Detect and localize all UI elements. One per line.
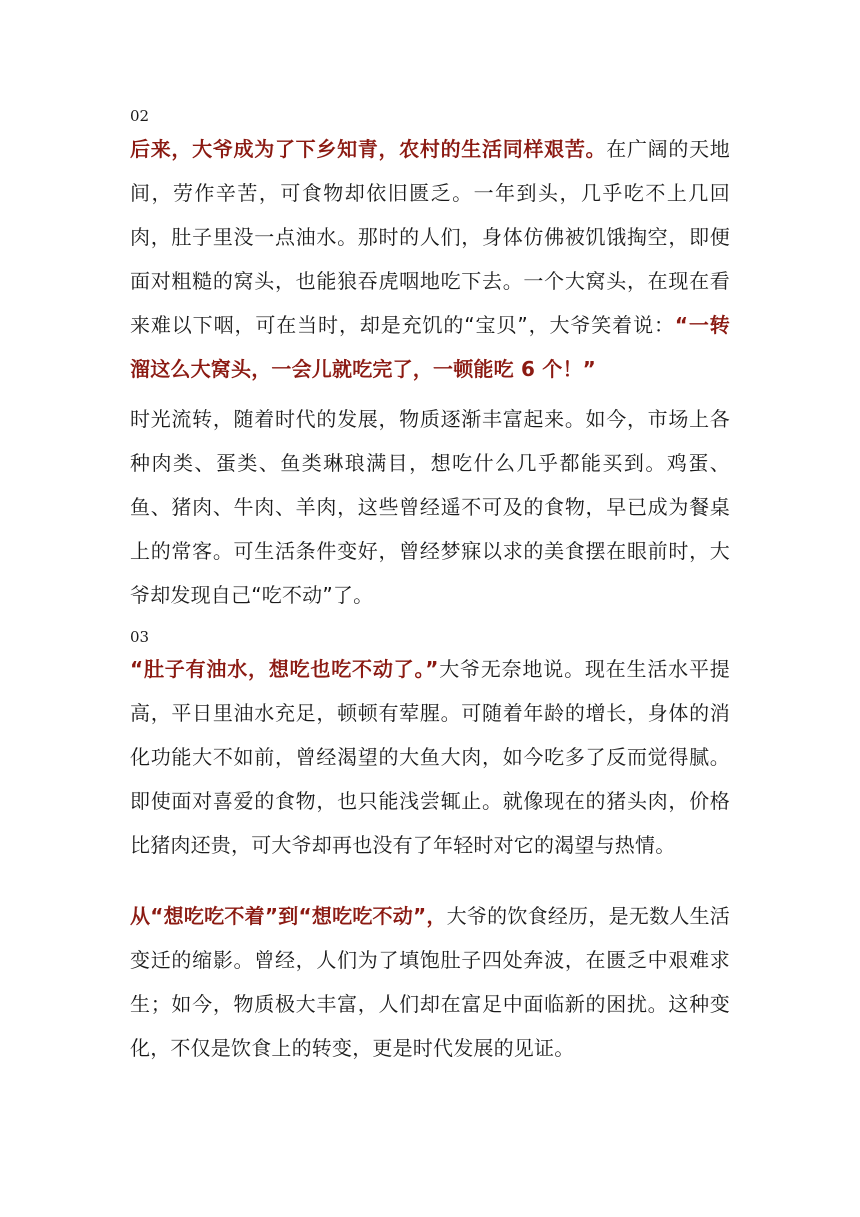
paragraph-text: 大爷的饮食经历，是无数人生活变迁的缩影。曾经，人们为了填饱肚子四处奔波，在匮乏中艰难求生；如今，物质极大丰富，人们却在富足中面临新的困扰。这种变化，不仅是饮食上的转变，更是时代发展的见证。 [130, 904, 730, 1060]
paragraph-text: 时光流转，随着时代的发展，物质逐渐丰富起来。如今，市场上各种肉类、蛋类、鱼类琳琅满目，想吃什么几乎都能买到。鸡蛋、鱼、猪肉、牛肉、羊肉，这些曾经遥不可及的食物，早已成为餐桌上的常客。可生活条件变好，曾经梦寐以求的美食摆在眼前时，大爷却发现自己“吃不动”了。 [130, 407, 730, 607]
emphasis-lead: 后来，大爷成为了下乡知青，农村的生活同样艰苦。 [130, 137, 607, 161]
emphasis-lead: 从“想吃吃不着”到“想吃吃不动”， [130, 904, 447, 928]
emphasis-quote: “一转溜这么大窝头，一会儿就吃完了，一顿能吃 6 个！” [130, 313, 730, 381]
paragraph [130, 127, 730, 391]
paragraph [130, 894, 730, 1070]
paragraph [130, 647, 730, 867]
paragraph-text: 在广阔的天地间，劳作辛苦，可食物却依旧匮乏。一年到头，几乎吃不上几回肉，肚子里没一点油水。那时的人们，身体仿佛被饥饿掏空，即便面对粗糙的窝头，也能狼吞虎咽地吃下去。一个大窝头，在现在看来难以下咽，可在当时，却是充饥的“宝贝”，大爷笑着说： [130, 137, 730, 337]
paragraph [130, 397, 730, 617]
section-number: 03 [130, 628, 150, 646]
paragraph-text: 大爷无奈地说。现在生活水平提高，平日里油水充足，顿顿有荤腥。可随着年龄的增长，身体的消化功能大不如前，曾经渴望的大鱼大肉，如今吃多了反而觉得腻。即使面对喜爱的食物，也只能浅尝辄止。就像现在的猪头肉，价格比猪肉还贵，可大爷却再也没有了年轻时对它的渴望与热情。 [130, 657, 730, 857]
emphasis-lead: “肚子有油水，想吃也吃不动了。” [130, 657, 439, 681]
section-number: 02 [130, 107, 150, 125]
